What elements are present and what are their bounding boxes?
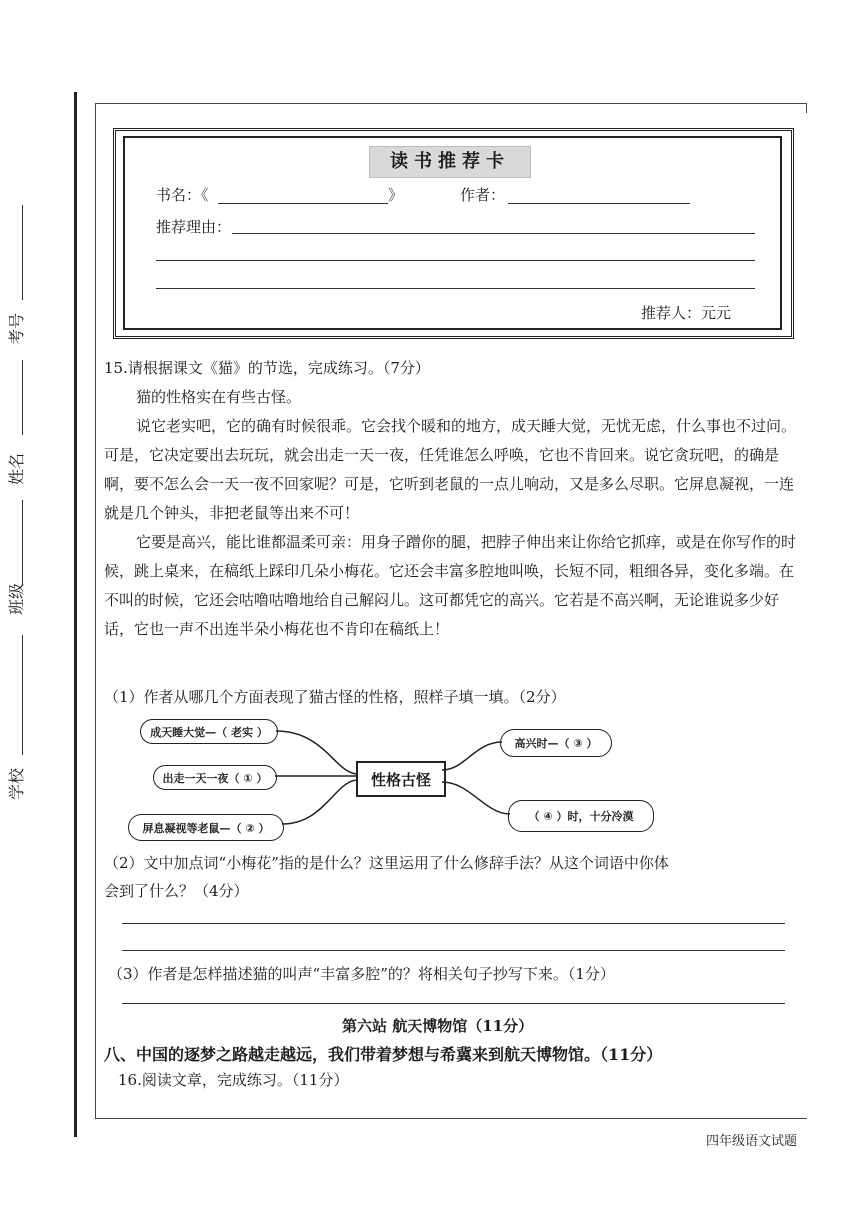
page-frame-top (95, 103, 807, 104)
answer-line-1[interactable] (122, 923, 785, 924)
passage-para-3: 它要是高兴，能比谁都温柔可亲：用身子蹭你的腿，把脖子伸出来让你给它抓痒，或是在你写作的时候，跳上桌来，在稿纸上踩印几朵小梅花。它还会丰富多腔地叫唤，长短不同，粗细各异，变化多端。在不叫的时候，它还会咕噜咕噜地给自己解闷儿。这可都凭它的高兴。它若是不高兴啊，无论谁说多少好话，它也一声不出连半朵小梅花也不肯印在稿纸上！ (104, 533, 797, 638)
exam-no-blank (22, 205, 23, 300)
q15-sub2-line1: （2）文中加点词“小梅花”指的是什么？这里运用了什么修辞手法？从这个词语中你体 (104, 854, 669, 872)
book-name-blank[interactable] (218, 203, 388, 204)
q15-passage (104, 383, 796, 644)
mindmap-center: 性格古怪 (356, 761, 446, 797)
station6-title: 第六站 航天博物馆（11分） (342, 1017, 534, 1035)
q15-sub2-line2: 会到了什么？（4分） (104, 882, 249, 900)
book-name-label: 书名：《 (156, 186, 209, 204)
reason-blank-2[interactable] (156, 260, 755, 261)
exam-no-label: 考号 (7, 312, 26, 345)
mindmap-left-1: 成天睡大觉—（ 老实 ） (140, 719, 278, 744)
mindmap-left-2: 出走一天一夜（ ① ） (153, 765, 277, 790)
q15-heading: 15.请根据课文《猫》的节选，完成练习。（7分） (104, 359, 430, 377)
q15-sub3: （3）作者是怎样描述猫的叫声“丰富多腔”的？将相关句子抄写下来。（1分） (108, 965, 615, 983)
author-blank[interactable] (508, 203, 690, 204)
school-blank (22, 635, 23, 755)
page-frame-right (806, 103, 807, 113)
name-blank (22, 360, 23, 435)
mindmap-left-3: 屏息凝视等老鼠—（ ② ） (128, 814, 284, 841)
class-label: 班级 (7, 582, 26, 615)
class-blank (22, 500, 23, 585)
recommender-text: 推荐人：元元 (641, 304, 732, 322)
card-title: 读书推荐卡 (369, 146, 531, 178)
author-label: 作者： (460, 186, 506, 204)
page-frame-left (95, 103, 96, 1118)
page-frame-bottom (95, 1118, 807, 1119)
section-8-heading: 八、中国的逐梦之路越走越远，我们带着梦想与希冀来到航天博物馆。（11分） (104, 1045, 663, 1064)
mindmap-right-2: （ ④ ）时，十分冷漠 (508, 800, 654, 832)
answer-line-2[interactable] (122, 950, 785, 951)
passage-para-2: 说它老实吧，它的确有时候很乖。它会找个暖和的地方，成天睡大觉，无忧无虑，什么事也不过问。可是，它决定要出去玩玩，就会出走一天一夜，任凭谁怎么呼唤，它也不肯回来。说它贪玩吧，的确是啊，要不怎么会一天一夜不回家呢？可是，它听到老鼠的一点儿响动，又是多么尽职。它屏息凝视，一连就是几个钟头，非把老鼠等出来不可！ (104, 417, 797, 522)
book-name-close: 》 (388, 186, 404, 204)
footer-label: 四年级语文试题 (706, 1134, 798, 1149)
answer-line-3[interactable] (122, 1003, 785, 1004)
reason-blank-3[interactable] (156, 288, 755, 289)
binding-line (74, 92, 77, 1137)
passage-para-1: 猫的性格实在有些古怪。 (136, 388, 302, 406)
reason-label: 推荐理由： (156, 218, 232, 236)
name-label: 姓名 (7, 452, 26, 485)
mindmap-right-1: 高兴时—（ ③ ） (500, 729, 612, 757)
school-label: 学校 (7, 767, 26, 800)
q16-heading: 16.阅读文章，完成练习。（11分） (118, 1071, 349, 1089)
q15-sub1: （1）作者从哪几个方面表现了猫古怪的性格，照样子填一填。（2分） (104, 688, 566, 706)
reason-blank-1[interactable] (232, 233, 755, 234)
